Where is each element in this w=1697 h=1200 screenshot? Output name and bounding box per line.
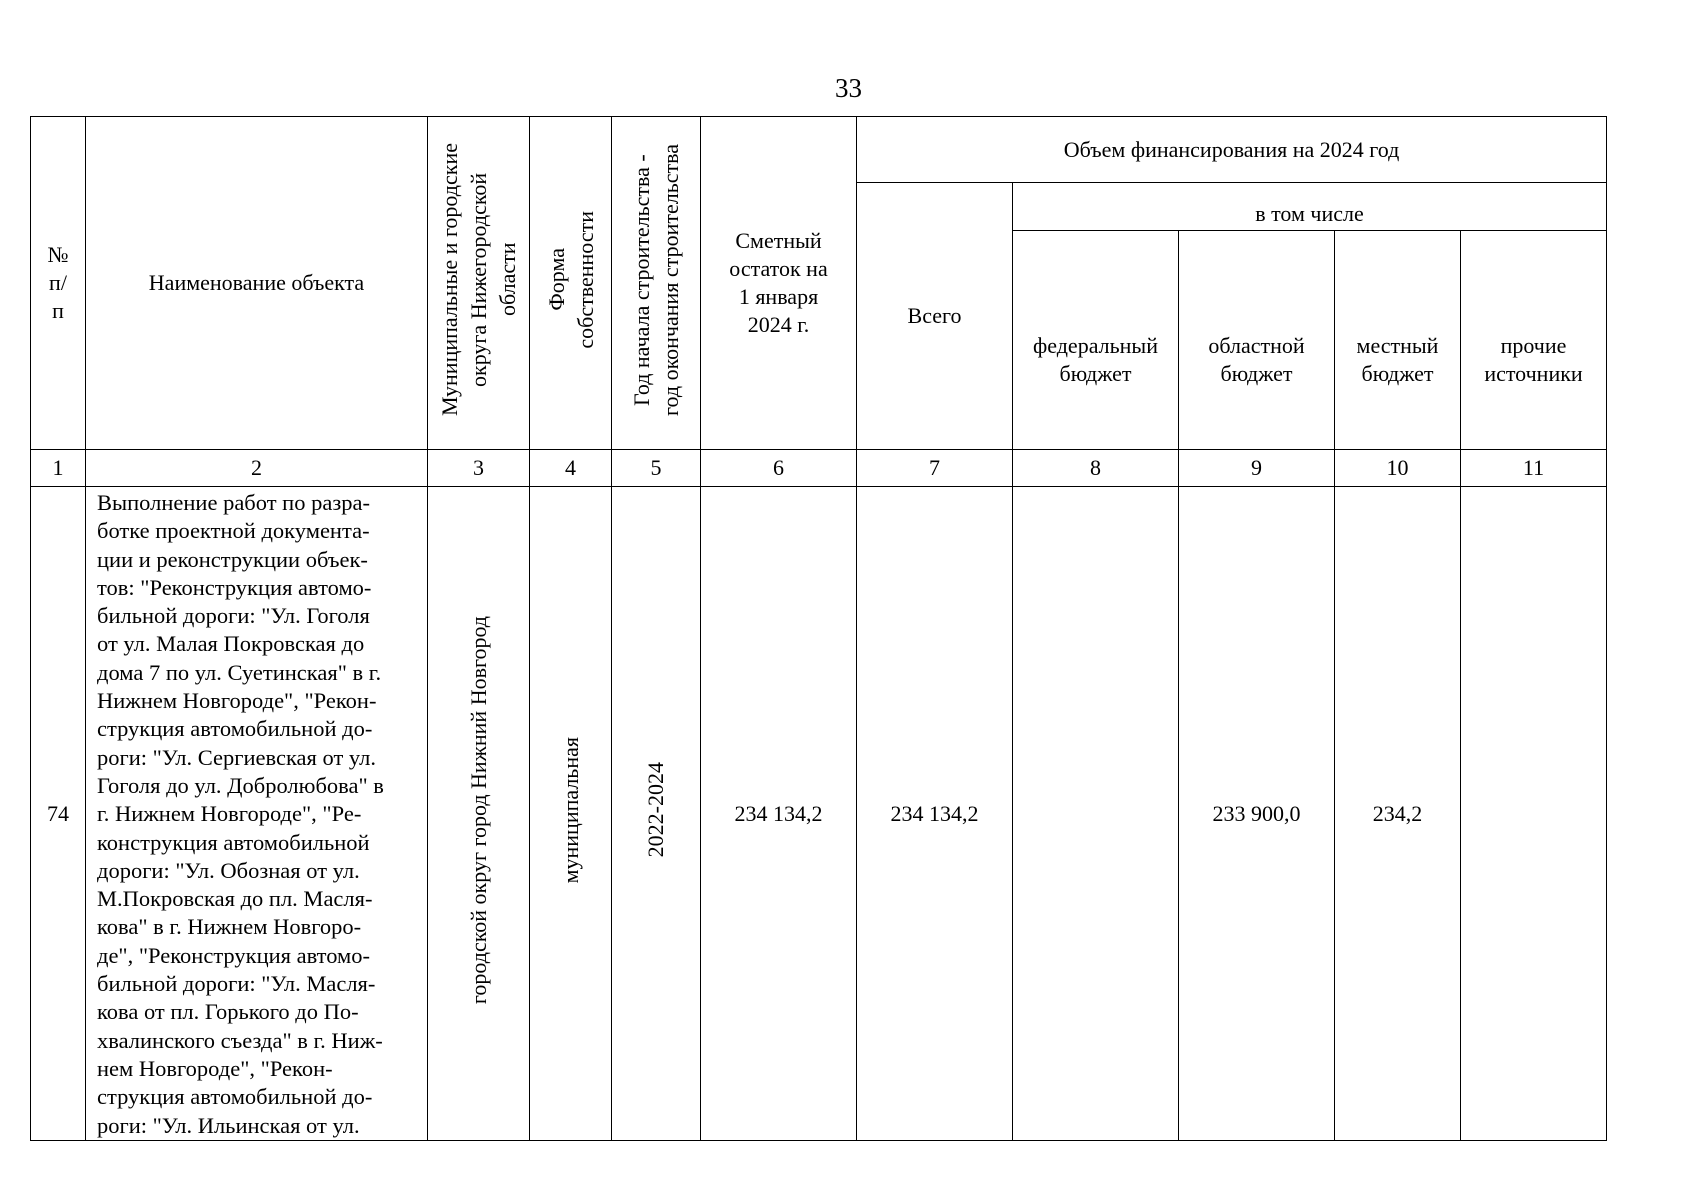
header-construction-years: Год начала строительства - год окончания строительства [612,117,701,450]
municipality-cell: городской округ город Нижний Новгород [428,487,530,1141]
column-number: 7 [857,450,1013,487]
header-federal-budget: федеральный бюджет [1013,231,1179,450]
header-estimate-balance: Сметный остаток на 1 января 2024 г. [701,117,857,450]
regional-budget-cell: 233 900,0 [1179,487,1335,1141]
estimate-balance-cell: 234 134,2 [701,487,857,1141]
header-local-budget: местный бюджет [1335,231,1461,450]
column-number: 1 [31,450,86,487]
header-ownership: Форма собственности [530,117,612,450]
header-municipality: Муниципальные и городские округа Нижегородской области [428,117,530,450]
header-including: в том числе [1013,183,1607,231]
construction-years-cell: 2022-2024 [612,487,701,1141]
header-total: Всего [857,183,1013,450]
column-number: 9 [1179,450,1335,487]
column-number: 3 [428,450,530,487]
total-cell: 234 134,2 [857,487,1013,1141]
column-number: 10 [1335,450,1461,487]
object-name: Выполнение работ по разра- ботке проектной документа- ции и реконструкции объек- тов: "Реконструкция автомо- бильной дороги: "Ул. Гоголя от ул. Малая Покровская до дома 7 по ул. Суетинская" в г. Нижнем Новгороде", "Рекон- струкция автомобильной до- роги: "Ул. Сергиевская от ул. Гоголя до ул. Добролюбова" в г. Нижнем Новгороде", "Ре- конструкция автомобильной дороги: "Ул. Обозная от ул. М.Покровская до пл. Масля- кова" в г. Нижнем Новгоро- де", "Реконструкция автомо- бильной дороги: "Ул. Масля- кова от пл. Горького до По- хвалинского съезда" в г. Ниж- нем Новгороде", "Рекон- струкция автомобильной до- роги: "Ул. Ильинская от ул. [86,487,428,1141]
header-financing-volume: Объем финансирования на 2024 год [857,117,1607,183]
table-row [31,487,1607,1141]
column-number: 2 [86,450,428,487]
column-number: 6 [701,450,857,487]
header-object-name: Наименование объекта [86,117,428,450]
column-number: 8 [1013,450,1179,487]
row-number: 74 [31,487,86,1141]
column-number: 11 [1461,450,1607,487]
ownership-cell: муниципальная [530,487,612,1141]
local-budget-cell: 234,2 [1335,487,1461,1141]
page-number: 33 [835,73,862,103]
header-other-sources: прочие источники [1461,231,1607,450]
column-number: 5 [612,450,701,487]
other-sources-cell [1461,487,1607,1141]
header-num: № п/ п [31,117,86,450]
federal-budget-cell [1013,487,1179,1141]
column-numbers-row [31,450,1607,487]
header-regional-budget: областной бюджет [1179,231,1335,450]
column-number: 4 [530,450,612,487]
financing-table [30,116,1607,1141]
